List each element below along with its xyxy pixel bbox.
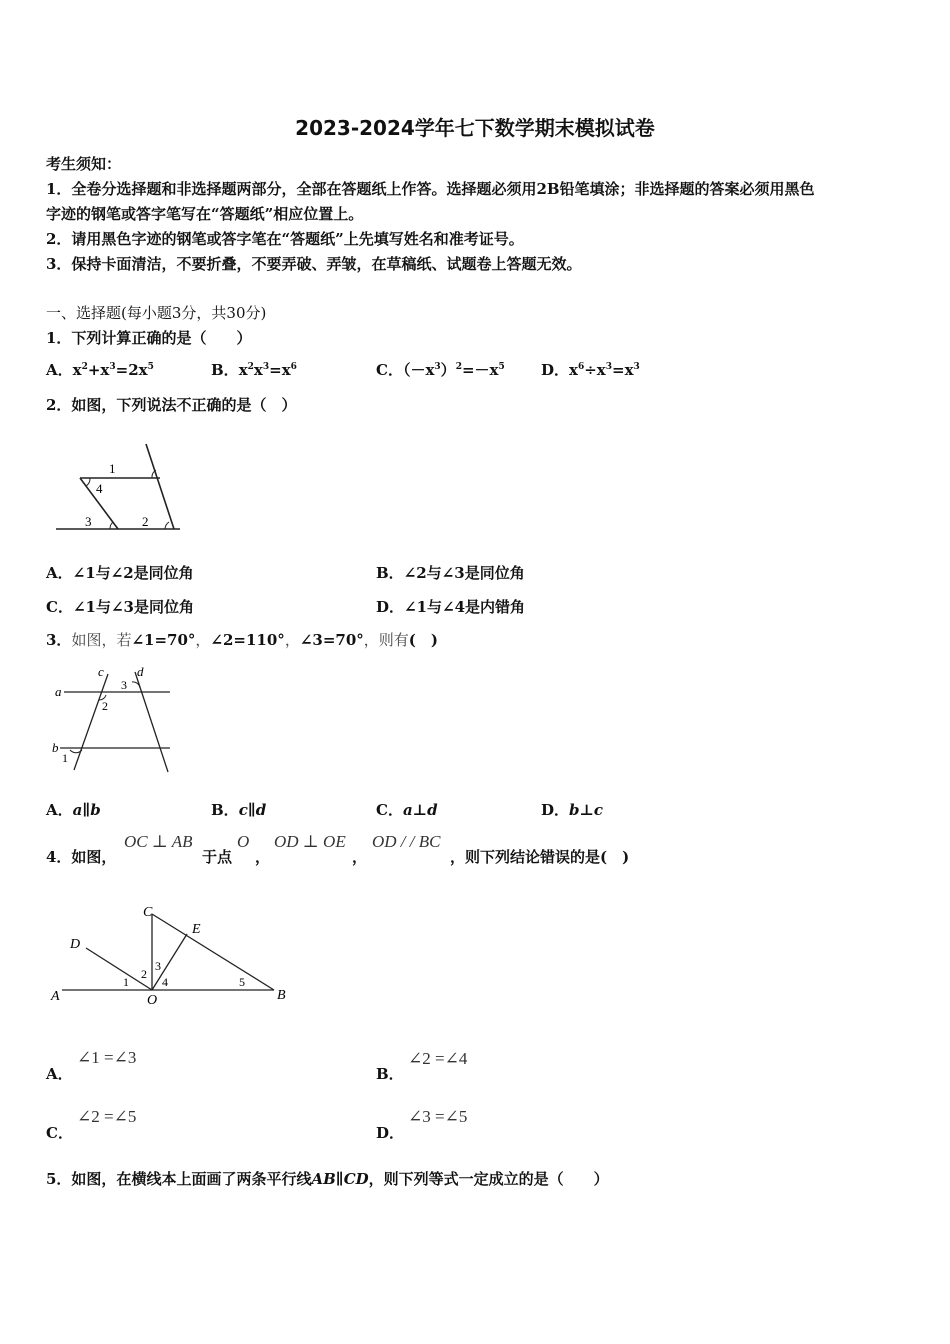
notice-line-1: 1．全卷分选择题和非选择题两部分，全部在答题纸上作答。选择题必须用2B铅笔填涂；非选择题的答案必须用黑色 (46, 180, 815, 198)
q4-point-o: O (237, 832, 250, 851)
q4-option-d-label[interactable]: D． (376, 1124, 405, 1142)
fig4-label-c: C (143, 905, 153, 920)
question-4-num: 4．如图， (46, 848, 117, 866)
question-2-stem: 2．如图，下列说法不正确的是（ ） (46, 396, 297, 414)
q4-option-a-expr: ∠1 =∠3 (77, 1048, 137, 1067)
q4-option-c-expr: ∠2 =∠5 (77, 1107, 137, 1126)
q3-option-d[interactable]: D．b⊥c (541, 801, 604, 819)
fig2-label-4: 4 (96, 481, 103, 496)
fig3-label-1: 1 (62, 751, 68, 765)
fig4-label-2: 2 (141, 967, 147, 981)
q4-text-2: ， (255, 848, 271, 866)
fig4-label-3: 3 (155, 959, 161, 973)
q4-cond-oc-perp-ab: OC ⊥ AB (124, 832, 193, 851)
q4-option-d-expr: ∠3 =∠5 (408, 1107, 468, 1126)
q2-option-a[interactable]: A．∠1与∠2是同位角 (46, 564, 194, 582)
fig2-label-2: 2 (142, 514, 149, 529)
q4-cond-od-parallel-bc: OD / / BC (372, 832, 441, 851)
fig3-label-3: 3 (121, 678, 127, 692)
q1-option-a[interactable]: A．$x^2+x^3=2x^5$ (46, 361, 154, 379)
notice-line-2: 字迹的钢笔或答字笔写在“答题纸”相应位置上。 (46, 205, 364, 223)
fig3-label-d: d (137, 664, 144, 679)
q4-text-3: ， (352, 848, 368, 866)
q1-option-b[interactable]: B．$x^2x^3=x^6$ (211, 361, 297, 379)
q4-cond-od-perp-oe: OD ⊥ OE (274, 832, 346, 851)
fig4-label-5: 5 (239, 975, 245, 989)
fig3-label-b: b (52, 740, 59, 755)
fig3-label-a: a (55, 684, 62, 699)
section-heading: 一、选择题(每小题3分，共30分) (46, 304, 267, 322)
q2-option-b[interactable]: B．∠2与∠3是同位角 (376, 564, 525, 582)
fig4-label-e: E (192, 922, 201, 937)
fig3-label-c: c (98, 664, 104, 679)
fig4-label-4: 4 (162, 975, 168, 989)
fig3-label-2: 2 (102, 699, 108, 713)
q2-figure (52, 440, 192, 540)
fig4-label-a: A (51, 989, 60, 1004)
question-1-stem: 1．下列计算正确的是（ ） (46, 329, 252, 347)
q2-option-d[interactable]: D．∠1与∠4是内错角 (376, 598, 526, 616)
q3-option-a[interactable]: A．a∥b (46, 801, 101, 819)
q2-option-c[interactable]: C．∠1与∠3是同位角 (46, 598, 194, 616)
q4-option-c-label[interactable]: C． (46, 1124, 73, 1142)
q4-text-1: 于点 (202, 848, 233, 866)
notice-line-3: 2．请用黑色字迹的钢笔或答字笔在“答题纸”上先填写姓名和准考证号。 (46, 230, 524, 248)
q4-option-a-label[interactable]: A． (46, 1065, 73, 1083)
fig4-label-1: 1 (123, 975, 129, 989)
notice-line-4: 3．保持卡面清洁，不要折叠，不要弄破、弄皱，在草稿纸、试题卷上答题无效。 (46, 255, 582, 273)
question-5-stem: 5．如图，在横线本上面画了两条平行线AB∥CD，则下列等式一定成立的是（ ） (46, 1170, 609, 1188)
fig4-label-d: D (70, 937, 81, 952)
question-3-stem: 3．如图，若∠1=70°，∠2=110°，∠3=70°，则有( ) (46, 631, 438, 649)
q4-option-b-label[interactable]: B． (376, 1065, 404, 1083)
fig2-label-3: 3 (85, 514, 92, 529)
q1-option-d[interactable]: D．$x^6\div x^3=x^3$ (541, 361, 640, 379)
q1-option-c[interactable]: C．$(-x^3)^2=-x^5$ (376, 361, 505, 379)
q3-option-b[interactable]: B．c∥d (211, 801, 267, 819)
page-title: 2023-2024学年七下数学期末模拟试卷 (295, 116, 655, 140)
q4-text-4: ，则下列结论错误的是( ) (450, 848, 630, 866)
notice-heading: 考生须知： (46, 155, 122, 173)
q4-figure (48, 900, 298, 1010)
fig4-label-o: O (147, 993, 158, 1008)
q3-figure (50, 662, 180, 777)
q3-option-c[interactable]: C．a⊥d (376, 801, 438, 819)
fig4-label-b: B (277, 988, 286, 1003)
fig2-label-1: 1 (109, 461, 116, 476)
q4-option-b-expr: ∠2 =∠4 (408, 1049, 468, 1068)
